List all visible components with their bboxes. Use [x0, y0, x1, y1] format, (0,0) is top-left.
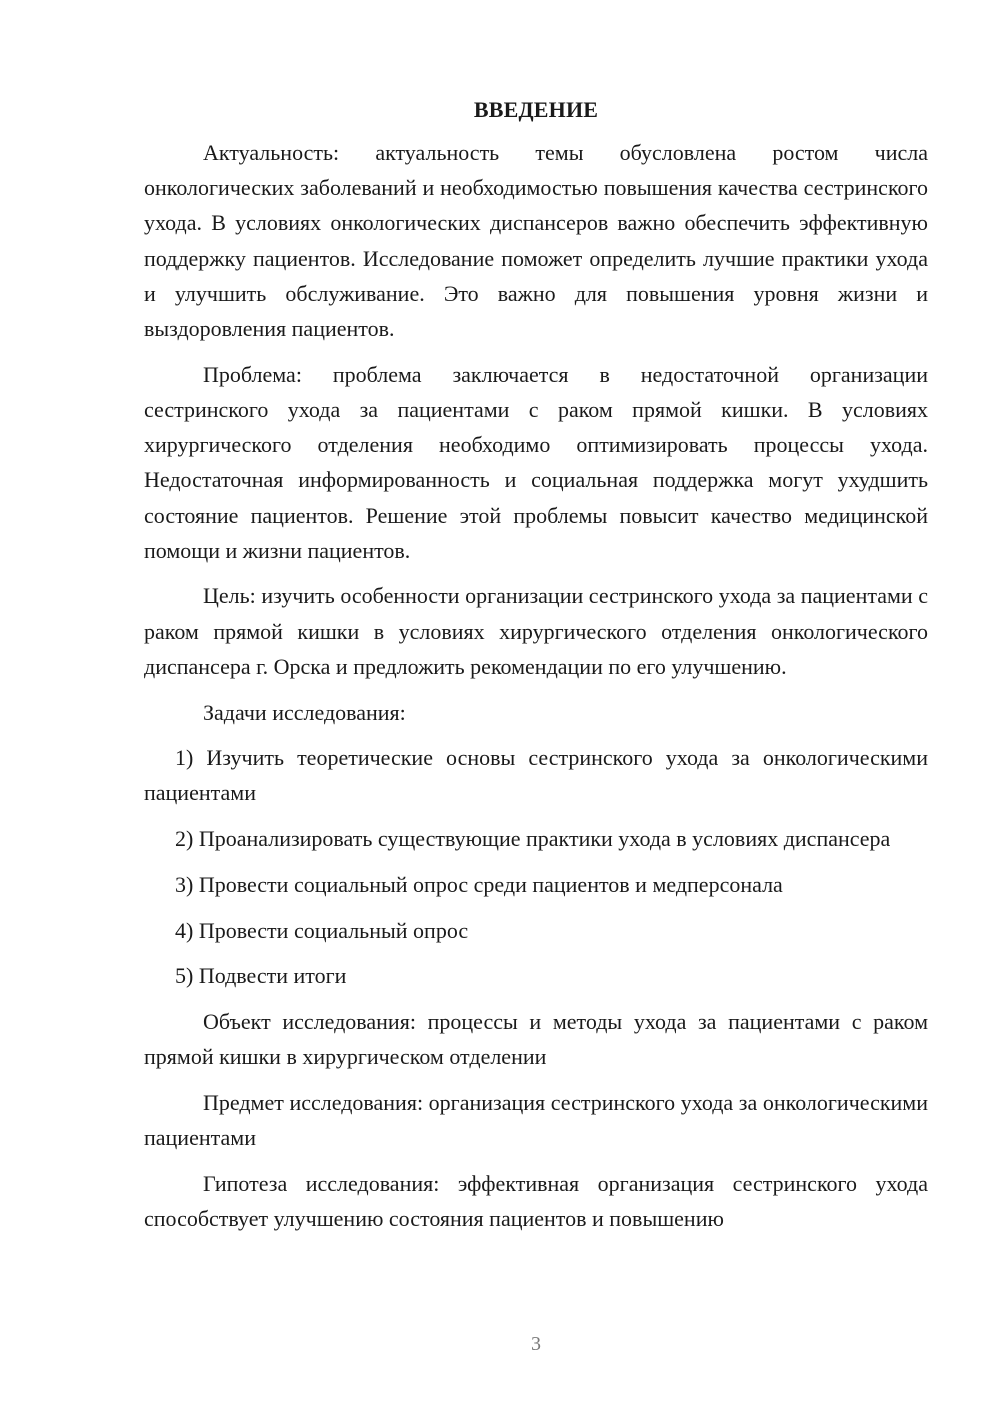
document-body: [144, 92, 928, 1247]
section-title: ВВЕДЕНИЕ: [473, 97, 599, 122]
subject-paragraph: Предмет исследования: организация сестринского ухода за онкологическими пациентами: [144, 1089, 928, 1151]
task-item-2: 2) Проанализировать существующие практики ухода в условиях диспансера: [175, 826, 891, 852]
relevance-paragraph: Актуальность: актуальность темы обусловлена ростом числа онкологических заболеваний и необходимостью повышения качества сестринского ухода. В условиях онкологических диспансеров важно обеспечить эффективную поддержку пациентов. Исследование поможет определить лучшие практики ухода и улучшить обслуживание. Это важно для повышения уровня жизни и выздоровления пациентов.: [144, 140, 928, 342]
goal-paragraph: Цель: изучить особенности организации сестринского ухода за пациентами с раком прямой кишки в условиях хирургического отделения онкологического диспансера г. Орска и предложить рекомендации по его улучшению.: [144, 583, 928, 679]
problem-paragraph: Проблема: проблема заключается в недостаточной организации сестринского ухода за пациентами с раком прямой кишки. В условиях хирургического отделения необходимо оптимизировать процессы ухода. Недостаточная информированность и социальная поддержка могут ухудшить состояние пациентов. Решение этой проблемы повысит качество медицинской помощи и жизни пациентов.: [144, 361, 928, 563]
task-item-5: 5) Подвести итоги: [175, 963, 347, 989]
hypothesis-paragraph: Гипотеза исследования: эффективная организация сестринского ухода способствует улучшению состояния пациентов и повышению: [144, 1170, 928, 1231]
page-number: 3: [531, 1333, 541, 1355]
object-paragraph: Объект исследования: процессы и методы ухода за пациентами с раком прямой кишки в хирургическом отделении: [144, 1008, 928, 1070]
task-item-4: 4) Провести социальный опрос: [175, 917, 469, 943]
task-item-3: 3) Провести социальный опрос среди пациентов и медперсонала: [175, 871, 783, 897]
task-item-1: 1) Изучить теоретические основы сестринского ухода за онкологическими пациентами: [144, 745, 928, 806]
tasks-heading: Задачи исследования:: [203, 699, 406, 725]
